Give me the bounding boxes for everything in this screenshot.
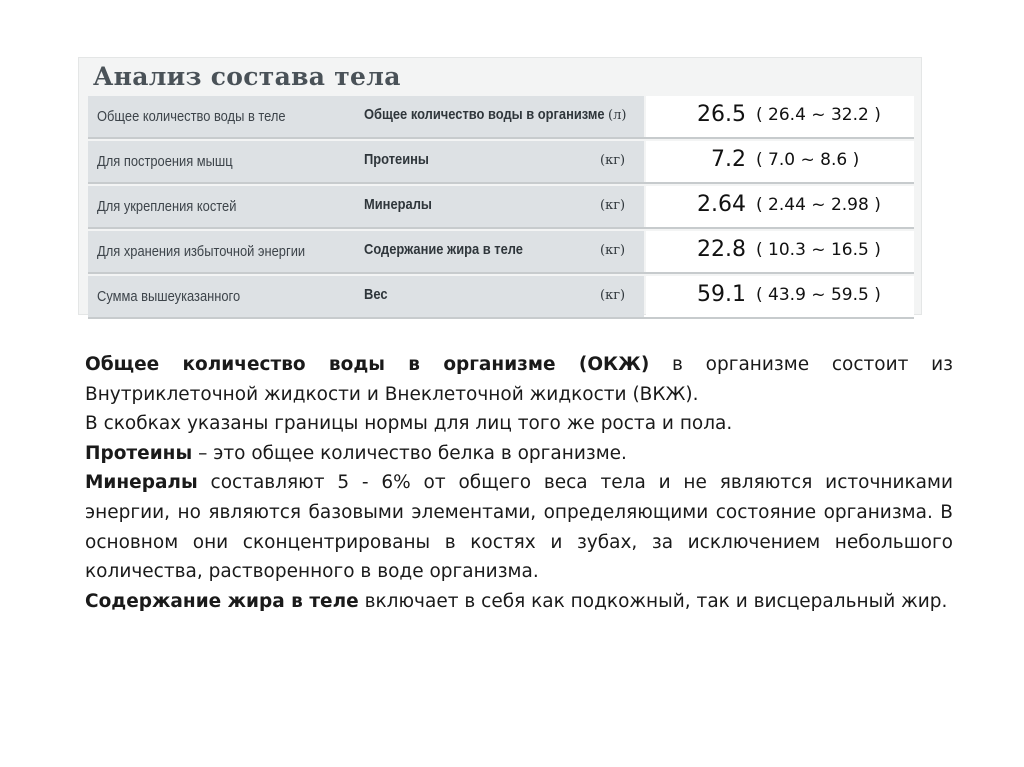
row-label-cell: [88, 186, 644, 227]
paragraph-norm-bounds: [85, 409, 953, 439]
table-row: [88, 96, 914, 139]
row-value-cell: [646, 186, 914, 227]
paragraph-text: включает в себя как подкожный, так и висцеральный жир.: [358, 590, 948, 612]
table-row: [88, 231, 914, 274]
table-row: [88, 276, 914, 319]
row-value-cell: [646, 276, 914, 317]
row-value: 22.8: [697, 237, 746, 262]
row-parameter: Протеины: [364, 151, 429, 168]
row-normal-range: ( 43.9 ~ 59.5 ): [756, 285, 881, 305]
row-label: Сумма вышеуказанного: [97, 288, 241, 305]
composition-table: [88, 96, 914, 321]
row-value: 26.5: [697, 102, 746, 127]
row-parameter: Вес: [364, 286, 388, 303]
row-label-cell: [88, 96, 644, 137]
row-unit: (кг): [600, 198, 626, 213]
paragraph-text: в организме состоит из Внутриклеточной жидкости и Внеклеточной жидкости (ВКЖ).: [85, 354, 953, 405]
panel-title: Анализ состава тела: [93, 62, 401, 91]
row-parameter: Содержание жира в теле: [364, 241, 523, 258]
table-row: [88, 141, 914, 184]
row-value: 59.1: [697, 282, 746, 307]
table-row: [88, 186, 914, 229]
term-fat: Содержание жира в теле: [85, 590, 359, 612]
row-value: 2.64: [697, 192, 746, 217]
term-okzh: Общее количество воды в организме (ОКЖ): [85, 354, 650, 375]
body-composition-panel: [78, 57, 922, 315]
row-normal-range: ( 7.0 ~ 8.6 ): [756, 150, 860, 170]
row-value: 7.2: [711, 147, 746, 172]
row-label-cell: [88, 276, 644, 317]
row-label: Для построения мышц: [97, 153, 233, 170]
row-unit: (кг): [600, 153, 626, 168]
term-proteins: Протеины: [85, 442, 193, 464]
row-label-cell: [88, 141, 644, 182]
row-label: Общее количество воды в теле: [97, 108, 286, 125]
paragraph-minerals: [85, 468, 953, 586]
row-normal-range: ( 10.3 ~ 16.5 ): [756, 240, 881, 260]
term-minerals: Минералы: [85, 472, 198, 494]
paragraph-fat: [85, 587, 953, 617]
row-unit: (л): [608, 108, 627, 123]
row-label: Для хранения избыточной энергии: [97, 243, 306, 260]
paragraph-okzh: [85, 350, 953, 409]
row-unit: (кг): [600, 243, 626, 258]
explanation-text: [85, 350, 953, 616]
paragraph-proteins: [85, 439, 953, 469]
paragraph-text: В скобках указаны границы нормы для лиц того же роста и пола.: [85, 413, 733, 435]
row-parameter: Общее количество воды в организме: [364, 106, 605, 123]
paragraph-text: – это общее количество белка в организме.: [192, 442, 627, 464]
row-value-cell: [646, 96, 914, 137]
row-label: Для укрепления костей: [97, 198, 237, 215]
paragraph-text: составляют 5 - 6% от общего веса тела и не являются источниками энергии, но являются базовыми элементами, определяющими состояние организма. В основном они сконцентрированы в костях и зубах, за исключением небольшого количества, растворенного в воде организма.: [85, 472, 953, 583]
row-unit: (кг): [600, 288, 626, 303]
row-label-cell: [88, 231, 644, 272]
row-normal-range: ( 26.4 ~ 32.2 ): [756, 105, 881, 125]
row-value-cell: [646, 231, 914, 272]
row-parameter: Минералы: [364, 196, 432, 213]
row-normal-range: ( 2.44 ~ 2.98 ): [756, 195, 881, 215]
row-value-cell: [646, 141, 914, 182]
